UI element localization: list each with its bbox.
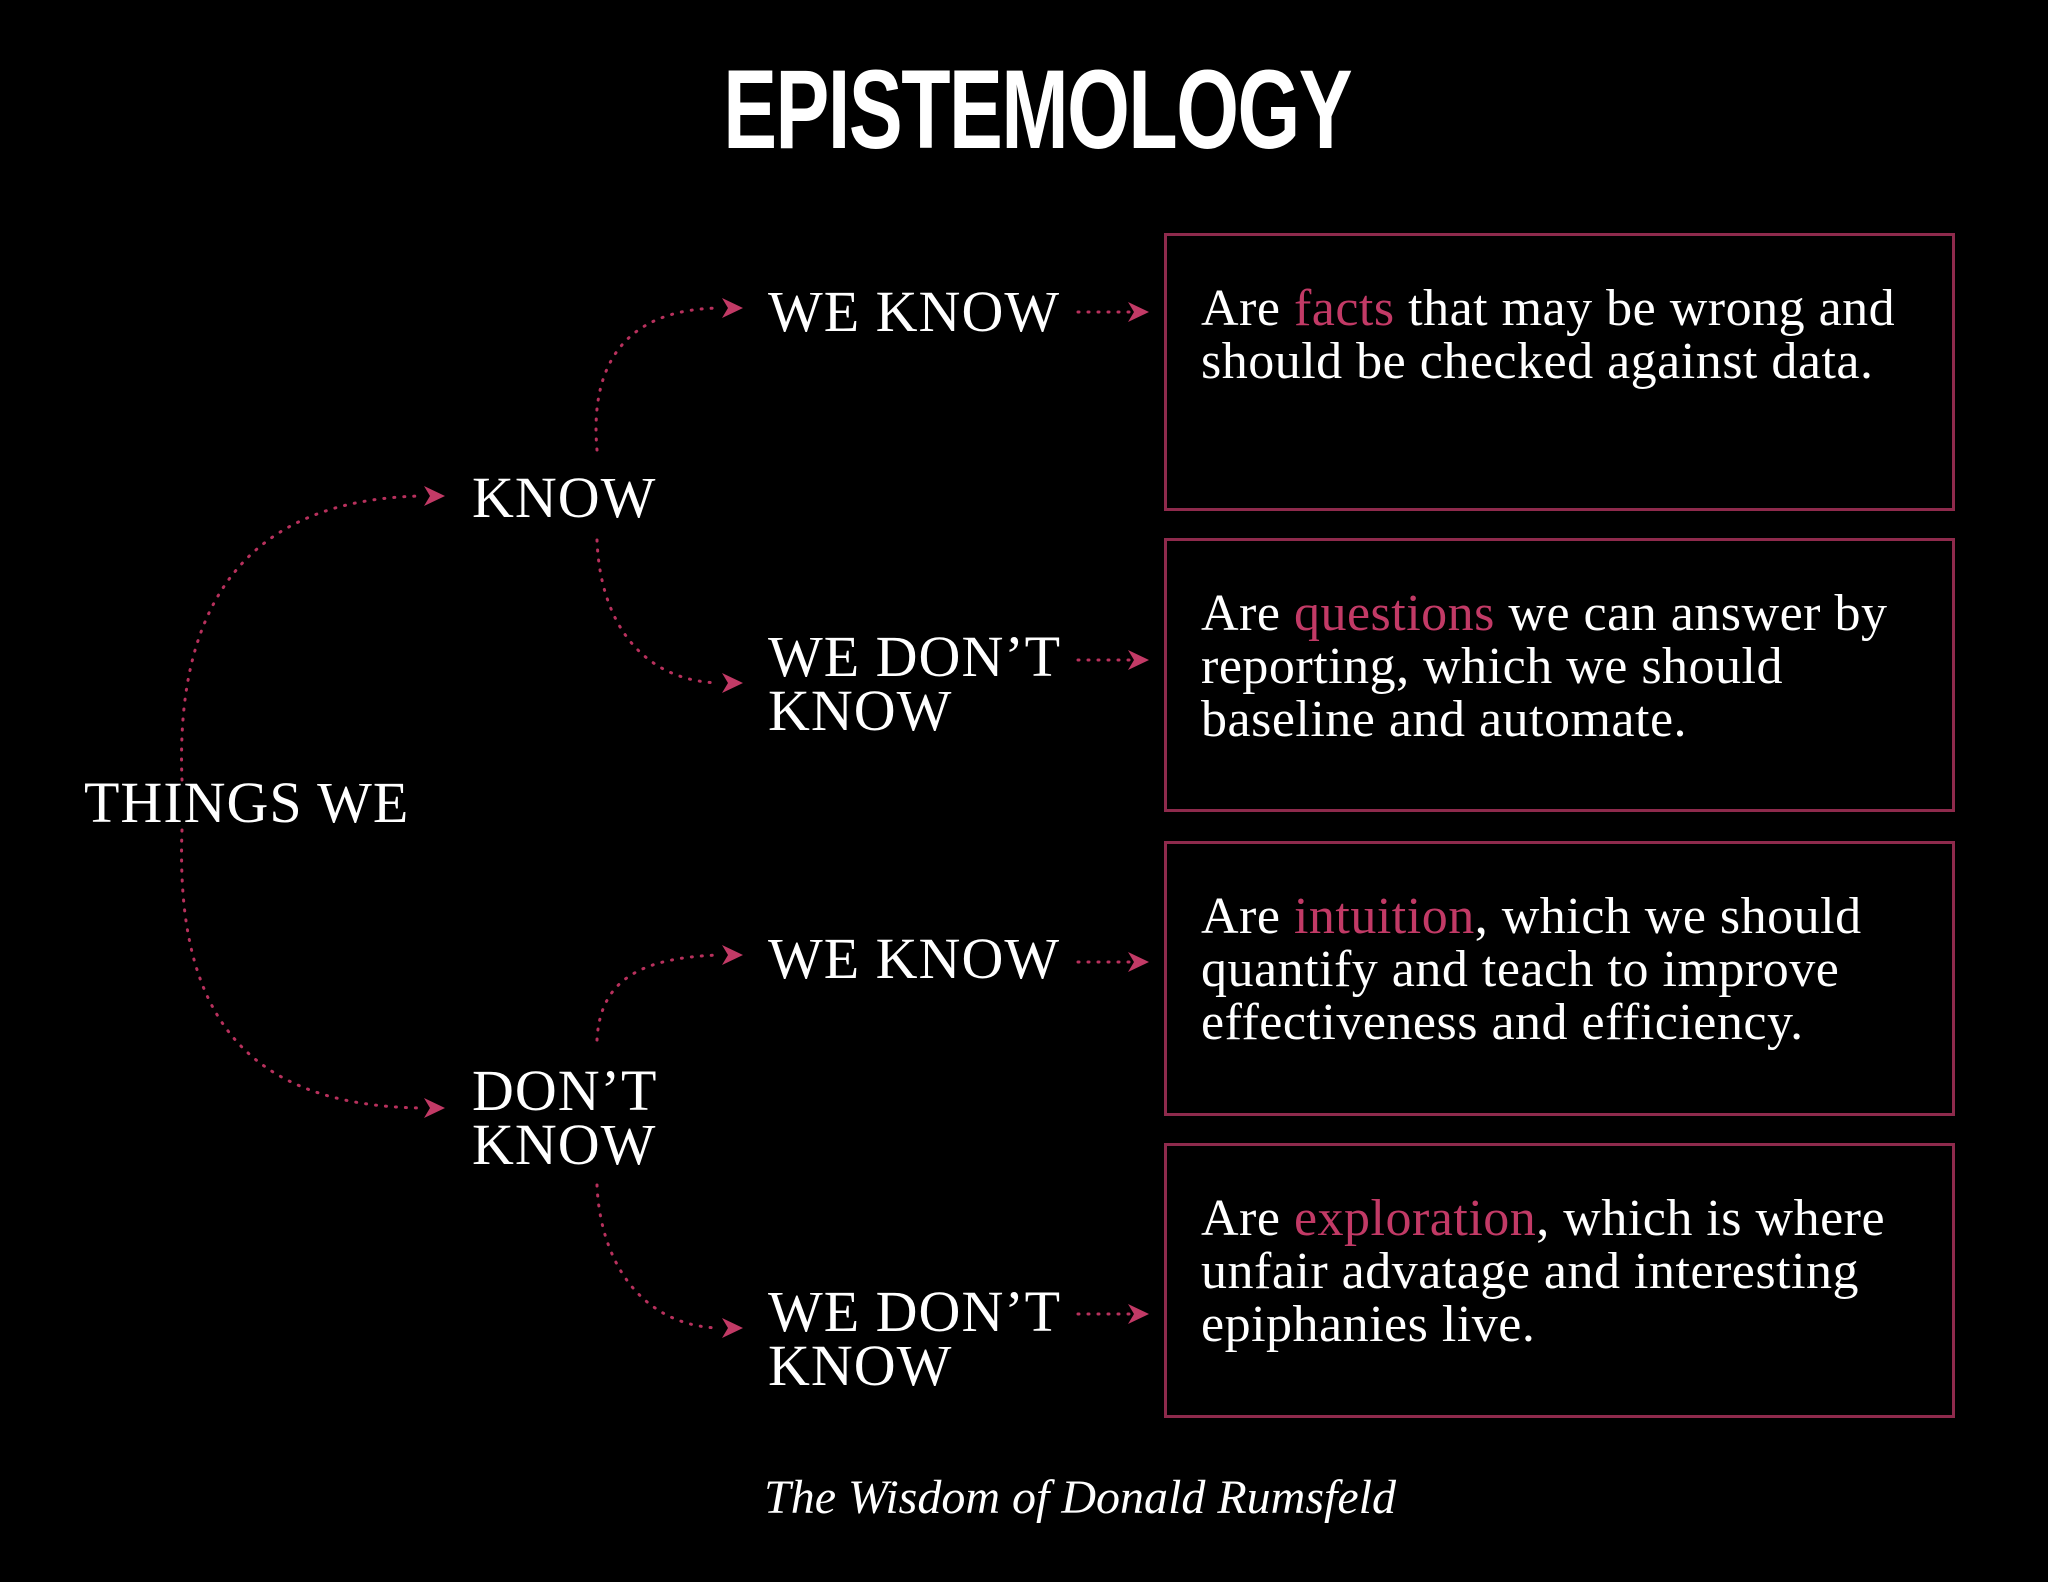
arrowhead-box3	[1128, 952, 1149, 972]
branch-dont-know-line1: DON’T	[472, 1058, 658, 1123]
arrowhead-know	[424, 486, 445, 506]
page-title: EPISTEMOLOGY	[723, 47, 1352, 172]
connector-dontknow-to-wedont	[597, 1185, 718, 1328]
branch-dont-know-line2: KNOW	[472, 1112, 657, 1177]
leaf-we-dont-know-1	[768, 624, 1062, 743]
connector-root-to-know	[182, 496, 420, 780]
description-box-4: Are exploration, which is where unfair advatage and interesting epiphanies live.	[1164, 1143, 1955, 1418]
arrowhead-wedont-2	[722, 1318, 743, 1338]
arrowhead-weknow-1	[722, 298, 743, 318]
keyword-intuition: intuition	[1293, 888, 1475, 945]
root-label: THINGS WE	[84, 770, 410, 835]
branch-dont-know-label	[472, 1058, 658, 1177]
arrowhead-box2	[1128, 650, 1149, 670]
arrowhead-wedont-1	[722, 673, 743, 693]
leaf-we-know-2: WE KNOW	[768, 926, 1061, 991]
leaf-we-dont-know-1-line2: KNOW	[768, 678, 953, 743]
leaf-we-dont-know-2-line2: KNOW	[768, 1333, 953, 1398]
description-box-2: Are questions we can answer by reporting, which we should baseline and automate.	[1164, 538, 1955, 812]
leaf-we-dont-know-2	[768, 1279, 1062, 1398]
keyword-exploration: exploration	[1293, 1190, 1537, 1247]
caption: The Wisdom of Donald Rumsfeld	[764, 1471, 1396, 1524]
description-box-3: Are intuition, which we should quantify and teach to improve effectiveness and efficiency.	[1164, 841, 1955, 1116]
connector-know-to-wedont	[597, 540, 718, 683]
connector-dontknow-to-weknow	[597, 955, 718, 1040]
connector-know-to-weknow	[596, 308, 718, 450]
connector-root-to-dontknow	[182, 830, 420, 1108]
leaf-we-dont-know-2-line1: WE DON’T	[768, 1279, 1062, 1344]
arrowhead-box4	[1128, 1304, 1149, 1324]
branch-know-label: KNOW	[472, 465, 657, 530]
leaf-we-know-1: WE KNOW	[768, 279, 1061, 344]
keyword-facts: facts	[1293, 280, 1395, 337]
description-box-1: Are facts that may be wrong and should be checked against data.	[1164, 233, 1955, 511]
leaf-we-dont-know-1-line1: WE DON’T	[768, 624, 1062, 689]
arrowhead-weknow-2	[722, 945, 743, 965]
arrowhead-box1	[1128, 302, 1149, 322]
keyword-questions: questions	[1293, 585, 1495, 642]
arrowhead-dontknow	[424, 1098, 445, 1118]
